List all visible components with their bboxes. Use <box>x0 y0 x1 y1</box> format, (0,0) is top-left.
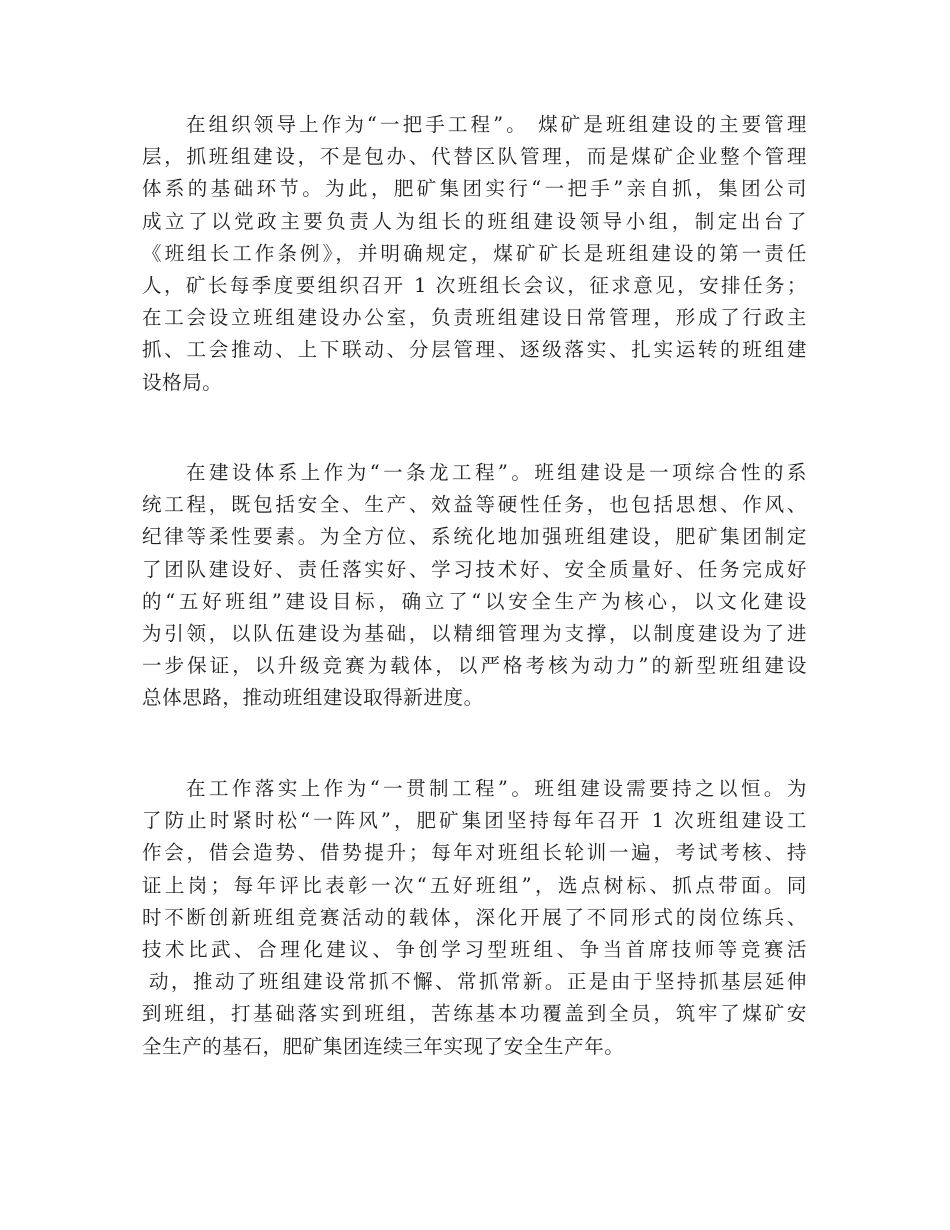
paragraph-organization <box>142 109 807 399</box>
text-line: 在建设体系上作为“一条龙工程”。班组建设是一项综合性的系 <box>186 461 807 484</box>
paragraph-system <box>142 457 807 715</box>
text-line: 全生产的基石，肥矿集团连续三年实现了安全生产年。 <box>142 1034 625 1058</box>
text-line: 时不断创新班组竞赛活动的载体，深化开展了不同形式的岗位练兵、 <box>142 905 807 929</box>
text-line: 证上岗；每年评比表彰一次“五好班组”，选点树标、抓点带面。同 <box>142 873 807 897</box>
text-line: 纪律等柔性要素。为全方位、系统化地加强班组建设，肥矿集团制定 <box>142 525 807 549</box>
paragraph-implementation <box>142 773 807 1063</box>
text-line: 了团队建设好、责任落实好、学习技术好、安全质量好、任务完成好 <box>142 557 807 581</box>
text-line: 总体思路，推动班组建设取得新进度。 <box>142 686 484 710</box>
text-line: 到班组，打基础落实到班组，苦练基本功覆盖到全员，筑牢了煤矿安 <box>142 1002 807 1026</box>
text-line: 技术比武、合理化建议、争创学习型班组、争当首席技师等竞赛活 <box>142 937 807 961</box>
text-line: 在工作落实上作为“一贯制工程”。班组建设需要持之以恒。为 <box>186 777 807 800</box>
text-line: 在工会设立班组建设办公室，负责班组建设日常管理，形成了行政主 <box>142 306 807 330</box>
text-line: 一步保证，以升级竞赛为载体，以严格考核为动力”的新型班组建设 <box>142 654 807 678</box>
text-line: 《班组长工作条例》，并明确规定，煤矿矿长是班组建设的第一责任 <box>142 241 807 265</box>
text-line: 的“五好班组”建设目标，确立了“以安全生产为核心，以文化建设 <box>142 589 807 613</box>
text-line: 了防止时紧时松“一阵风”，肥矿集团坚持每年召开 1 次班组建设工 <box>142 809 807 833</box>
text-line: 人，矿长每季度要组织召开 1 次班组长会议，征求意见，安排任务； <box>142 273 807 297</box>
text-line: 设格局。 <box>142 370 223 394</box>
text-line: 抓、工会推动、上下联动、分层管理、逐级落实、扎实运转的班组建 <box>142 338 807 362</box>
text-line: 体系的基础环节。为此，肥矿集团实行“一把手”亲自抓，集团公司 <box>142 177 807 201</box>
text-line: 在组织领导上作为“一把手工程”。 煤矿是班组建设的主要管理 <box>186 113 807 136</box>
text-line: 作会，借会造势、借势提升；每年对班组长轮训一遍，考试考核、持 <box>142 841 807 865</box>
text-line: 为引领，以队伍建设为基础，以精细管理为支撑，以制度建设为了进 <box>142 621 807 645</box>
text-line: 动，推动了班组建设常抓不懈、常抓常新。正是由于坚持抓基层延伸 <box>149 970 807 994</box>
text-line: 成立了以党政主要负责人为组长的班组建设领导小组，制定出台了 <box>142 209 807 233</box>
text-line: 层，抓班组建设，不是包办、代替区队管理，而是煤矿企业整个管理 <box>142 145 807 169</box>
text-line: 统工程，既包括安全、生产、效益等硬性任务，也包括思想、作风、 <box>142 493 807 517</box>
